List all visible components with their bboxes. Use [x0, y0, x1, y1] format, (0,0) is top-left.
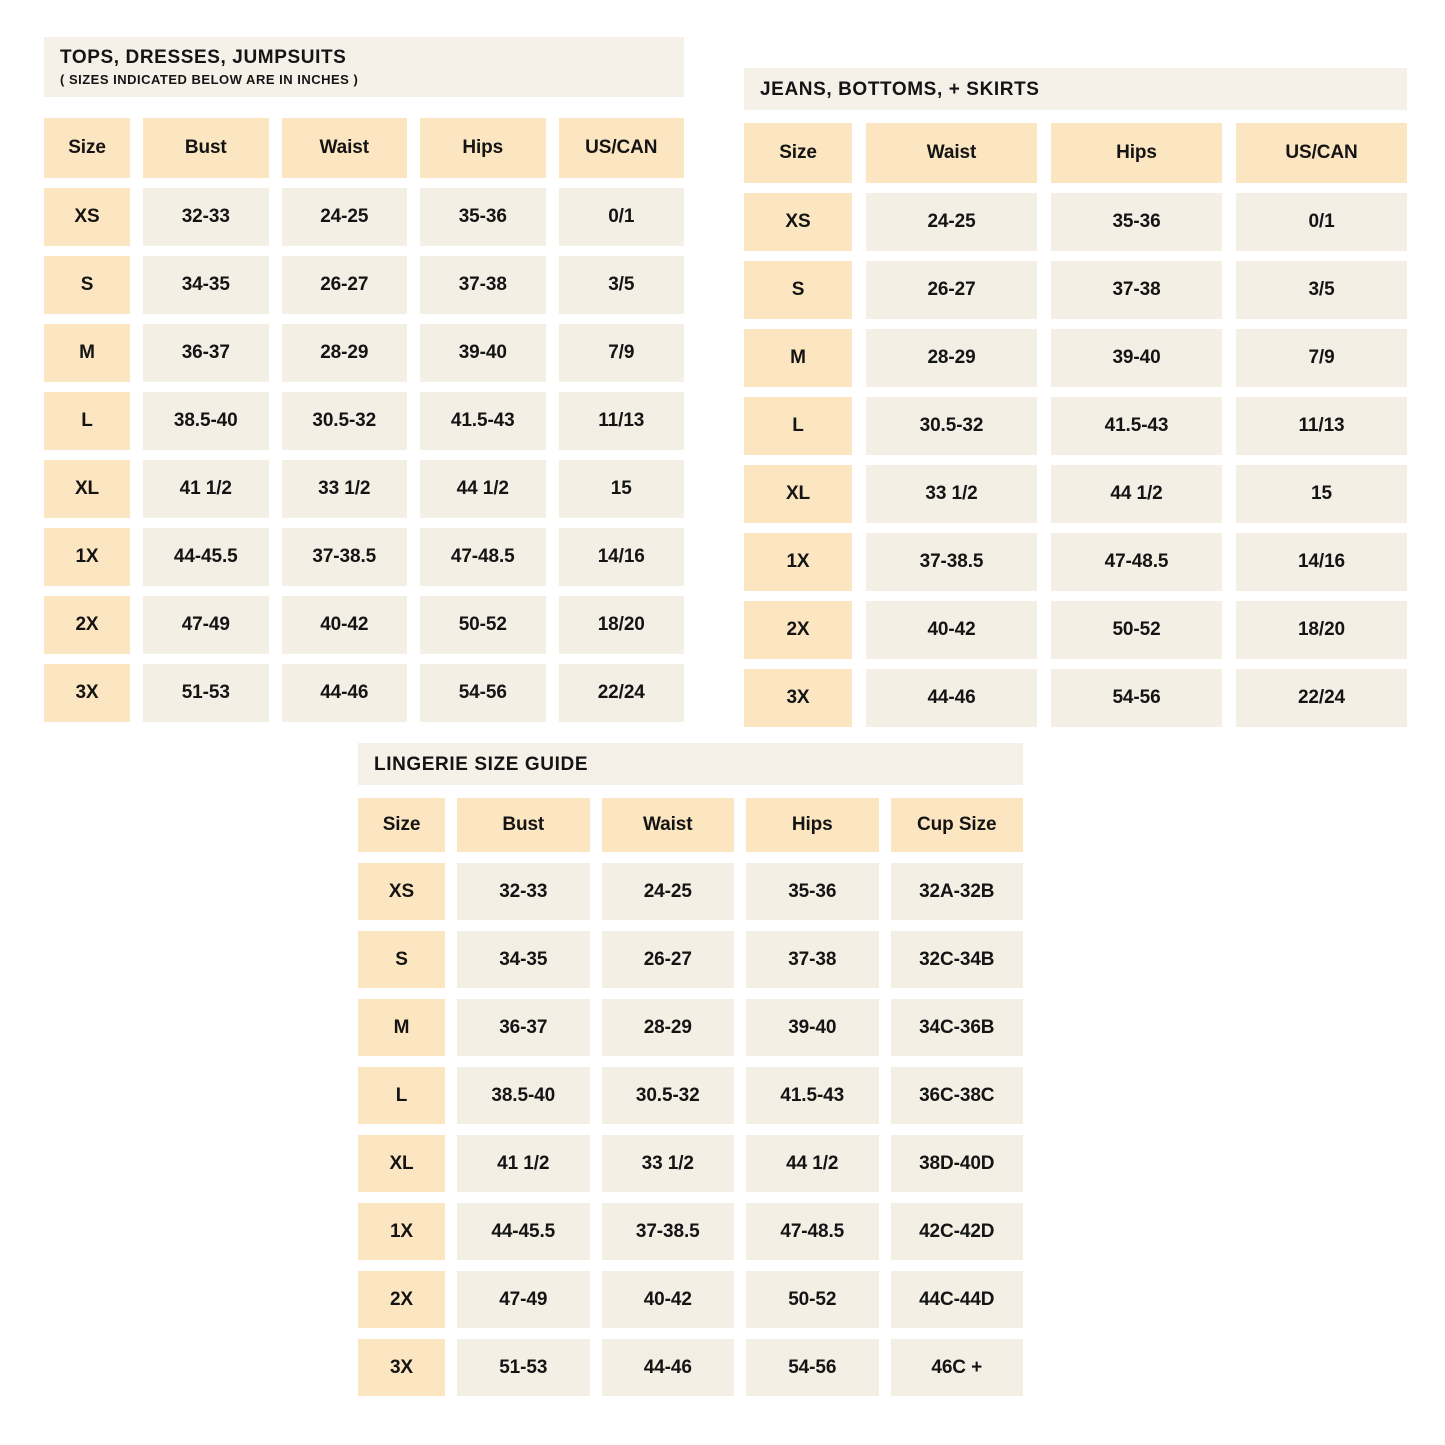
value-cell: 30.5-32: [866, 397, 1037, 455]
tops-table-title: TOPS, DRESSES, JUMPSUITS: [60, 47, 347, 68]
value-cell: 38.5-40: [143, 392, 269, 450]
value-cell: 26-27: [602, 931, 735, 988]
value-cell: 51-53: [143, 664, 269, 722]
column-header-cell: US/CAN: [559, 118, 685, 178]
value-cell: 24-25: [602, 863, 735, 920]
value-cell: 41.5-43: [1051, 397, 1222, 455]
value-cell: 34-35: [457, 931, 590, 988]
size-label-cell: M: [358, 999, 445, 1056]
value-cell: 30.5-32: [602, 1067, 735, 1124]
column-header-cell: Waist: [602, 798, 735, 852]
column-header-cell: Size: [744, 123, 852, 183]
value-cell: 11/13: [1236, 397, 1407, 455]
value-cell: 39-40: [420, 324, 546, 382]
value-cell: 40-42: [866, 601, 1037, 659]
value-cell: 34C-36B: [891, 999, 1024, 1056]
value-cell: 36C-38C: [891, 1067, 1024, 1124]
value-cell: 28-29: [866, 329, 1037, 387]
size-label-cell: XL: [44, 460, 130, 518]
value-cell: 18/20: [1236, 601, 1407, 659]
jeans-bottoms-skirts-table: [744, 68, 1407, 727]
jeans-table-title-block: [744, 68, 1407, 110]
value-cell: 47-48.5: [1051, 533, 1222, 591]
value-cell: 41 1/2: [457, 1135, 590, 1192]
value-cell: 14/16: [559, 528, 685, 586]
size-label-cell: M: [44, 324, 130, 382]
size-label-cell: L: [358, 1067, 445, 1124]
column-header-cell: Hips: [1051, 123, 1222, 183]
size-label-cell: 3X: [44, 664, 130, 722]
tops-dresses-jumpsuits-table: [44, 37, 684, 722]
value-cell: 32-33: [457, 863, 590, 920]
value-cell: 33 1/2: [602, 1135, 735, 1192]
value-cell: 37-38: [1051, 261, 1222, 319]
value-cell: 28-29: [282, 324, 408, 382]
value-cell: 37-38.5: [282, 528, 408, 586]
value-cell: 40-42: [602, 1271, 735, 1328]
value-cell: 3/5: [1236, 261, 1407, 319]
value-cell: 39-40: [746, 999, 879, 1056]
value-cell: 18/20: [559, 596, 685, 654]
column-header-cell: Waist: [866, 123, 1037, 183]
tops-table-title-block: [44, 37, 684, 97]
value-cell: 44 1/2: [1051, 465, 1222, 523]
value-cell: 32A-32B: [891, 863, 1024, 920]
value-cell: 14/16: [1236, 533, 1407, 591]
value-cell: 33 1/2: [866, 465, 1037, 523]
value-cell: 44C-44D: [891, 1271, 1024, 1328]
size-label-cell: 2X: [44, 596, 130, 654]
size-label-cell: XL: [358, 1135, 445, 1192]
size-label-cell: XS: [44, 188, 130, 246]
value-cell: 34-35: [143, 256, 269, 314]
value-cell: 35-36: [1051, 193, 1222, 251]
value-cell: 15: [559, 460, 685, 518]
value-cell: 41.5-43: [746, 1067, 879, 1124]
tops-table-subtitle: ( SIZES INDICATED BELOW ARE IN INCHES ): [60, 72, 359, 87]
lingerie-table-title-block: [358, 743, 1023, 785]
column-header-cell: Hips: [420, 118, 546, 178]
value-cell: 24-25: [866, 193, 1037, 251]
size-label-cell: 2X: [358, 1271, 445, 1328]
value-cell: 41 1/2: [143, 460, 269, 518]
value-cell: 0/1: [559, 188, 685, 246]
column-header-cell: Bust: [143, 118, 269, 178]
tops-table-grid: [44, 118, 684, 722]
value-cell: 46C +: [891, 1339, 1024, 1396]
value-cell: 26-27: [866, 261, 1037, 319]
value-cell: 50-52: [420, 596, 546, 654]
value-cell: 36-37: [143, 324, 269, 382]
jeans-table-title: JEANS, BOTTOMS, + SKIRTS: [760, 78, 1040, 100]
size-label-cell: 3X: [358, 1339, 445, 1396]
lingerie-size-guide-table: [358, 743, 1023, 1396]
value-cell: 36-37: [457, 999, 590, 1056]
value-cell: 7/9: [559, 324, 685, 382]
size-label-cell: XL: [744, 465, 852, 523]
value-cell: 7/9: [1236, 329, 1407, 387]
value-cell: 40-42: [282, 596, 408, 654]
jeans-table-grid: [744, 123, 1407, 727]
value-cell: 50-52: [746, 1271, 879, 1328]
value-cell: 44-46: [602, 1339, 735, 1396]
value-cell: 47-48.5: [420, 528, 546, 586]
size-label-cell: XS: [358, 863, 445, 920]
value-cell: 47-49: [143, 596, 269, 654]
value-cell: 35-36: [746, 863, 879, 920]
value-cell: 54-56: [420, 664, 546, 722]
value-cell: 38.5-40: [457, 1067, 590, 1124]
value-cell: 44-45.5: [143, 528, 269, 586]
value-cell: 0/1: [1236, 193, 1407, 251]
value-cell: 32-33: [143, 188, 269, 246]
size-label-cell: 3X: [744, 669, 852, 727]
value-cell: 39-40: [1051, 329, 1222, 387]
value-cell: 47-48.5: [746, 1203, 879, 1260]
lingerie-table-grid: [358, 798, 1023, 1396]
value-cell: 44-46: [866, 669, 1037, 727]
size-label-cell: S: [44, 256, 130, 314]
size-label-cell: 2X: [744, 601, 852, 659]
value-cell: 15: [1236, 465, 1407, 523]
value-cell: 44 1/2: [746, 1135, 879, 1192]
size-label-cell: XS: [744, 193, 852, 251]
value-cell: 32C-34B: [891, 931, 1024, 988]
column-header-cell: Hips: [746, 798, 879, 852]
value-cell: 51-53: [457, 1339, 590, 1396]
value-cell: 38D-40D: [891, 1135, 1024, 1192]
value-cell: 54-56: [1051, 669, 1222, 727]
size-label-cell: S: [358, 931, 445, 988]
value-cell: 3/5: [559, 256, 685, 314]
value-cell: 28-29: [602, 999, 735, 1056]
column-header-cell: Size: [358, 798, 445, 852]
value-cell: 47-49: [457, 1271, 590, 1328]
value-cell: 37-38.5: [602, 1203, 735, 1260]
value-cell: 33 1/2: [282, 460, 408, 518]
size-label-cell: S: [744, 261, 852, 319]
value-cell: 37-38: [746, 931, 879, 988]
value-cell: 44 1/2: [420, 460, 546, 518]
value-cell: 54-56: [746, 1339, 879, 1396]
value-cell: 26-27: [282, 256, 408, 314]
column-header-cell: Size: [44, 118, 130, 178]
value-cell: 11/13: [559, 392, 685, 450]
column-header-cell: Waist: [282, 118, 408, 178]
column-header-cell: US/CAN: [1236, 123, 1407, 183]
size-label-cell: M: [744, 329, 852, 387]
size-label-cell: 1X: [44, 528, 130, 586]
value-cell: 30.5-32: [282, 392, 408, 450]
column-header-cell: Bust: [457, 798, 590, 852]
value-cell: 42C-42D: [891, 1203, 1024, 1260]
size-label-cell: 1X: [744, 533, 852, 591]
lingerie-table-title: LINGERIE SIZE GUIDE: [374, 753, 589, 775]
value-cell: 22/24: [1236, 669, 1407, 727]
value-cell: 37-38.5: [866, 533, 1037, 591]
value-cell: 44-45.5: [457, 1203, 590, 1260]
value-cell: 37-38: [420, 256, 546, 314]
value-cell: 41.5-43: [420, 392, 546, 450]
size-label-cell: L: [44, 392, 130, 450]
value-cell: 44-46: [282, 664, 408, 722]
value-cell: 24-25: [282, 188, 408, 246]
value-cell: 50-52: [1051, 601, 1222, 659]
size-label-cell: L: [744, 397, 852, 455]
value-cell: 35-36: [420, 188, 546, 246]
column-header-cell: Cup Size: [891, 798, 1024, 852]
size-label-cell: 1X: [358, 1203, 445, 1260]
value-cell: 22/24: [559, 664, 685, 722]
